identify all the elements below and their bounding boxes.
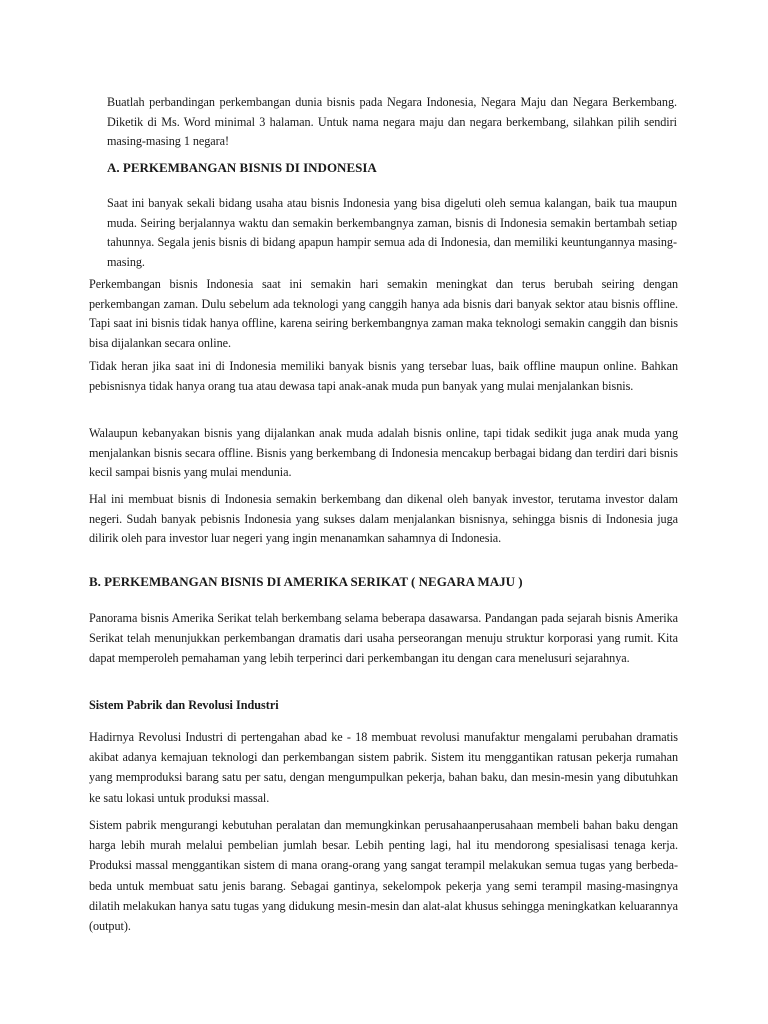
section-a-lead-paragraph: Saat ini banyak sekali bidang usaha atau bisnis Indonesia yang bisa digeluti oleh semua kalangan, baik tua maupun muda. Seiring berjalannya waktu dan semakin berkembangnya zaman, bisnis di Indonesia semakin bertambah setiap tahunnya. Segala jenis bisnis di bidang apapun hampir semua ada di Indonesia, dan memiliki keuntungannya masing-masing. bbox=[107, 196, 677, 270]
section-b-sub-paragraph-2: Sistem pabrik mengurangi kebutuhan peralatan dan memungkinkan perusahaanperusahaan membeli bahan baku dengan harga lebih murah melalui pembelian jumlah besar. Lebih penting lagi, hal itu mendorong spesialisasi tenaga kerja. Produksi massal menggantikan sistem di mana orang-orang yang sangat terampil melakukan semua tugas yang berbeda-beda untuk membuat satu jenis barang. Sebagai gantinya, sekelompok pekerja yang semi terampil masing-masingnya dilatih melakukan hanya satu tugas yang didukung mesin-mesin dan alat-alat khusus sehingga meningkatkan keluarannya (output). bbox=[89, 818, 678, 934]
section-a-paragraph-4: Hal ini membuat bisnis di Indonesia semakin berkembang dan dikenal oleh banyak investor, terutama investor dalam negeri. Sudah banyak pebisnis Indonesia yang sukses dalam menjalankan bisnisnya, sehingga bisnis di Indonesia juga dilirik oleh para investor luar negeri yang ingin menanamkan sahamnya di Indonesia. bbox=[89, 492, 678, 546]
section-b-heading: B. PERKEMBANGAN BISNIS DI AMERIKA SERIKAT ( NEGARA MAJU ) bbox=[89, 574, 523, 589]
section-b-subheading: Sistem Pabrik dan Revolusi Industri bbox=[89, 698, 279, 712]
section-a-paragraph-2: Tidak heran jika saat ini di Indonesia memiliki banyak bisnis yang tersebar luas, baik offline maupun online. Bahkan pebisnisnya tidak hanya orang tua atau dewasa tapi anak-anak muda pun banyak yang mulai menjalankan bisnis. bbox=[89, 359, 678, 393]
section-a-paragraph-1: Perkembangan bisnis Indonesia saat ini semakin hari semakin meningkat dan terus berubah seiring dengan perkembangan zaman. Dulu sebelum ada teknologi yang canggih hanya ada bisnis dari banyak sektor atau bisnis offline. Tapi saat ini bisnis tidak hanya offline, karena seiring berkembangnya zaman maka teknologi semakin canggih dan bisnis bisa dijalankan secara online. bbox=[89, 277, 678, 351]
assignment-instructions: Buatlah perbandingan perkembangan dunia bisnis pada Negara Indonesia, Negara Maju dan Negara Berkembang. Diketik di Ms. Word minimal 3 halaman. Untuk nama negara maju dan negara berkembang, silahkan pilih sendiri masing-masing 1 negara! bbox=[107, 95, 677, 149]
section-b-paragraph: Panorama bisnis Amerika Serikat telah berkembang selama beberapa dasawarsa. Pandangan pada sejarah bisnis Amerika Serikat telah menunjukkan perkembangan dramatis dari usaha perseorangan menuju struktur korporasi yang rumit. Kita dapat memperoleh pemahaman yang lebih terperinci dari perkembangan itu dengan cara menelusuri sejarahnya. bbox=[89, 611, 678, 666]
section-b-sub-paragraph-1: Hadirnya Revolusi Industri di pertengahan abad ke - 18 membuat revolusi manufaktur mengalami perubahan dramatis akibat adanya kemajuan teknologi dan perkembangan sistem pabrik. Sistem itu menggantikan ratusan pekerja rumahan yang memproduksi barang satu per satu, dengan mengumpulkan pekerja, bahan baku, dan mesin-mesin yang dibutuhkan ke satu lokasi untuk produksi massal. bbox=[89, 730, 678, 805]
section-a-paragraph-3: Walaupun kebanyakan bisnis yang dijalankan anak muda adalah bisnis online, tapi tidak sedikit juga anak muda yang menjalankan bisnis secara offline. Bisnis yang berkembang di Indonesia mencakup berbagai bidang dan terdiri dari bisnis kecil sampai bisnis yang mulai mendunia. bbox=[89, 426, 678, 480]
section-a-heading: A. PERKEMBANGAN BISNIS DI INDONESIA bbox=[107, 160, 377, 175]
